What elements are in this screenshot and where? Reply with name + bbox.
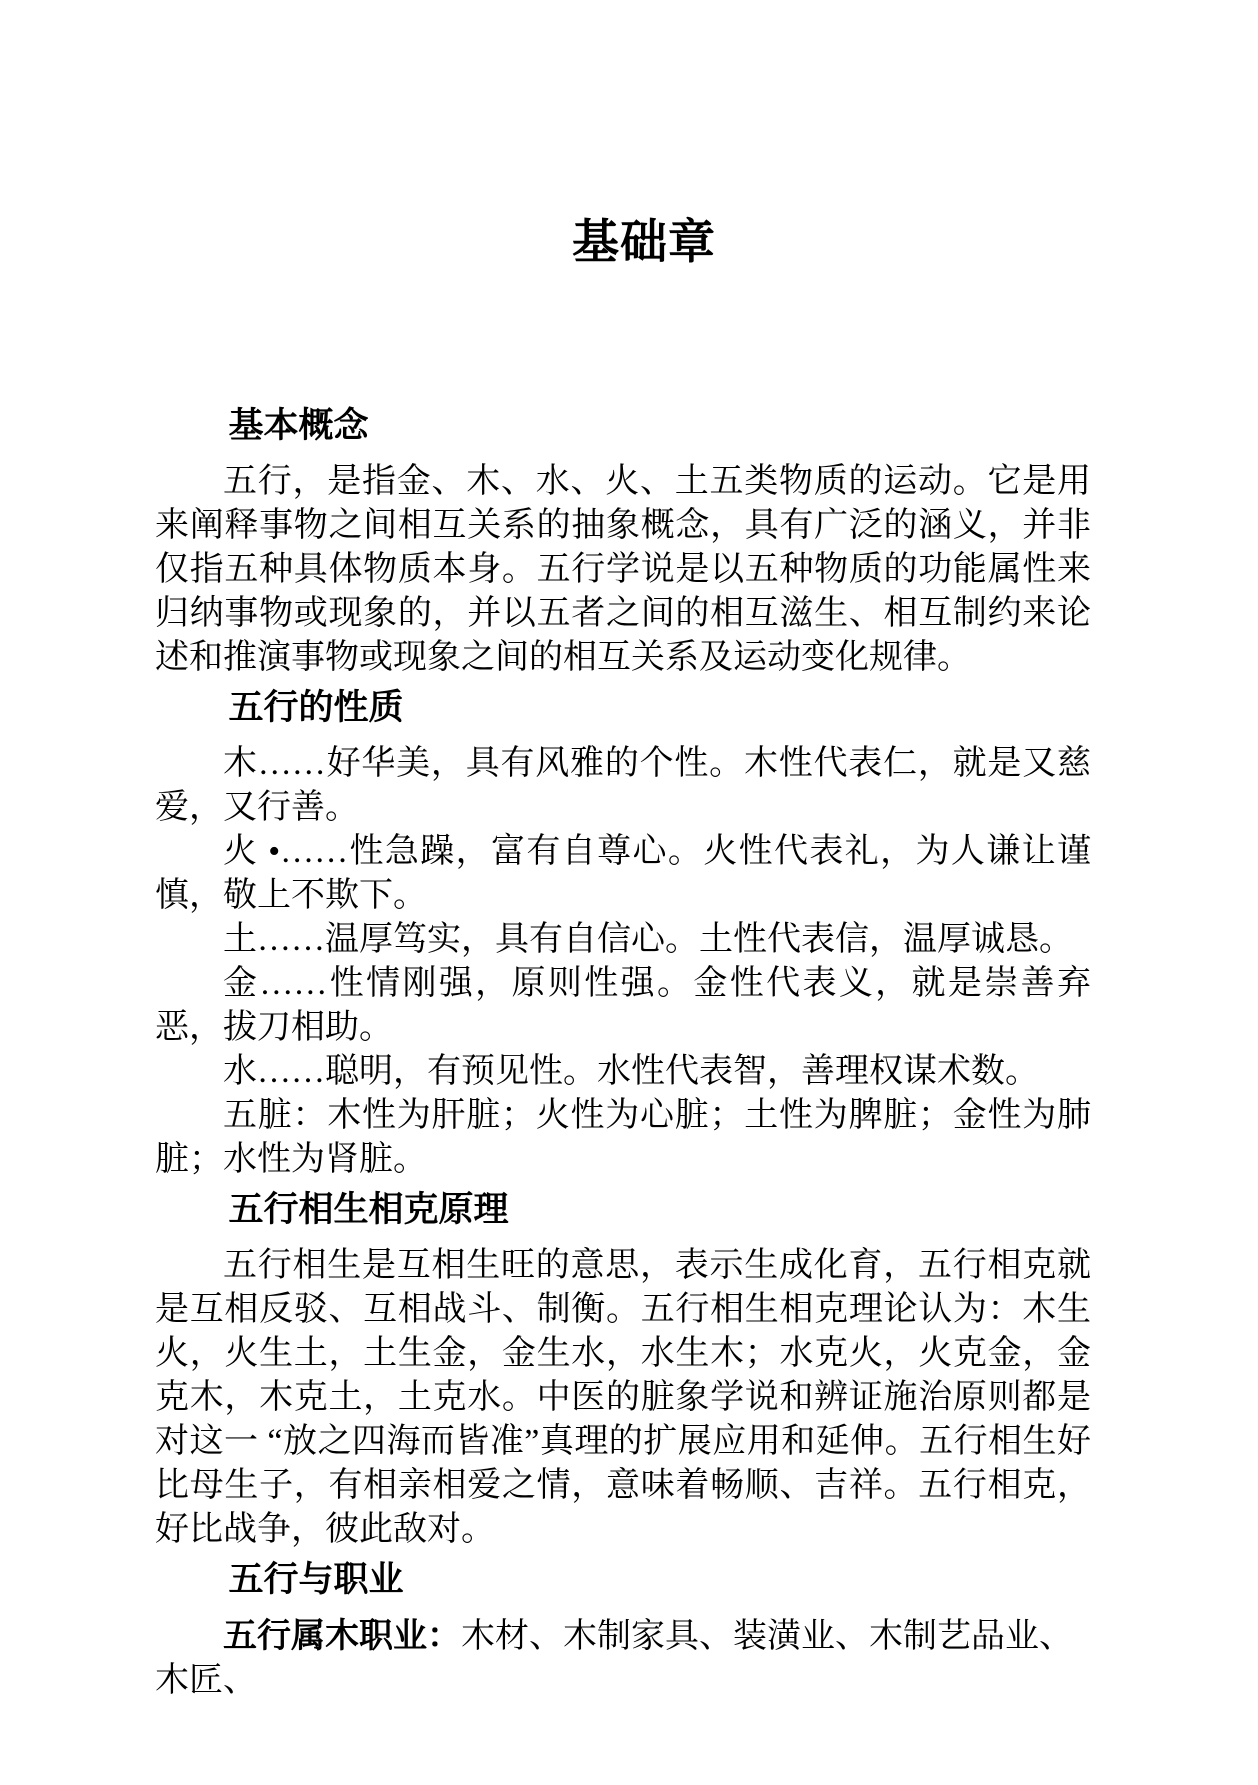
paragraph-earth-nature: 土……温厚笃实，具有自信心。土性代表信，温厚诚恳。 (223, 921, 1073, 958)
paragraph-five-organs: 五脏：木性为肝脏；火性为心脏；土性为脾脏；金性为肺脏；水性为肾脏。 (155, 1097, 1091, 1178)
wood-occupations-label: 五行属木职业： (223, 1617, 461, 1655)
paragraph-generation-restriction: 五行相生是互相生旺的意思，表示生成化育，五行相克就是互相反驳、互相战斗、制衡。五行相生相克理论认为：木生火，火生土，土生金，金生水，水生木；水克火，火克金，金克木，木克土，土克水。中医的脏象学说和辨证施治原则都是对这一 “放之四海而皆准”真理的扩展应用和延伸。五行相生好比母生子，有相亲相爱之情，意味着畅顺、吉祥。五行相克，好比战争，彼此敌对。 (155, 1247, 1091, 1548)
paragraph-wood-nature: 木……好华美，具有风雅的个性。木性代表仁，就是又慈爱，又行善。 (155, 745, 1091, 826)
paragraph-water-nature: 水……聪明，有预见性。水性代表智，善理权谋术数。 (223, 1053, 1039, 1090)
section-heading-generation-restriction-principle: 五行相生相克原理 (228, 1190, 509, 1229)
section-heading-five-elements-occupations: 五行与职业 (228, 1560, 404, 1599)
section-heading-five-elements-nature: 五行的性质 (228, 688, 404, 727)
wood-occupations-text: 木材、木制家具、装潢业、木制艺品业、木匠、 (155, 1618, 1073, 1699)
paragraph-five-elements-intro: 五行，是指金、木、水、火、土五类物质的运动。它是用来阐释事物之间相互关系的抽象概念，具有广泛的涵义，并非仅指五种具体物质本身。五行学说是以五种物质的功能属性来归纳事物或现象的，并以五者之间的相互滋生、相互制约来论述和推演事物或现象之间的相互关系及运动变化规律。 (155, 463, 1091, 676)
section-heading-basic-concepts: 基本概念 (228, 406, 369, 445)
paragraph-metal-nature: 金……性情刚强，原则性强。金性代表义，就是崇善弃恶，拔刀相助。 (155, 965, 1091, 1046)
document-body (155, 404, 1091, 1703)
paragraph-fire-nature: 火 •……性急躁，富有自尊心。火性代表礼，为人谦让谨慎，敬上不欺下。 (155, 833, 1091, 914)
chapter-title: 基础章 (572, 215, 716, 268)
paragraph-wood-occupations (155, 1614, 1091, 1703)
